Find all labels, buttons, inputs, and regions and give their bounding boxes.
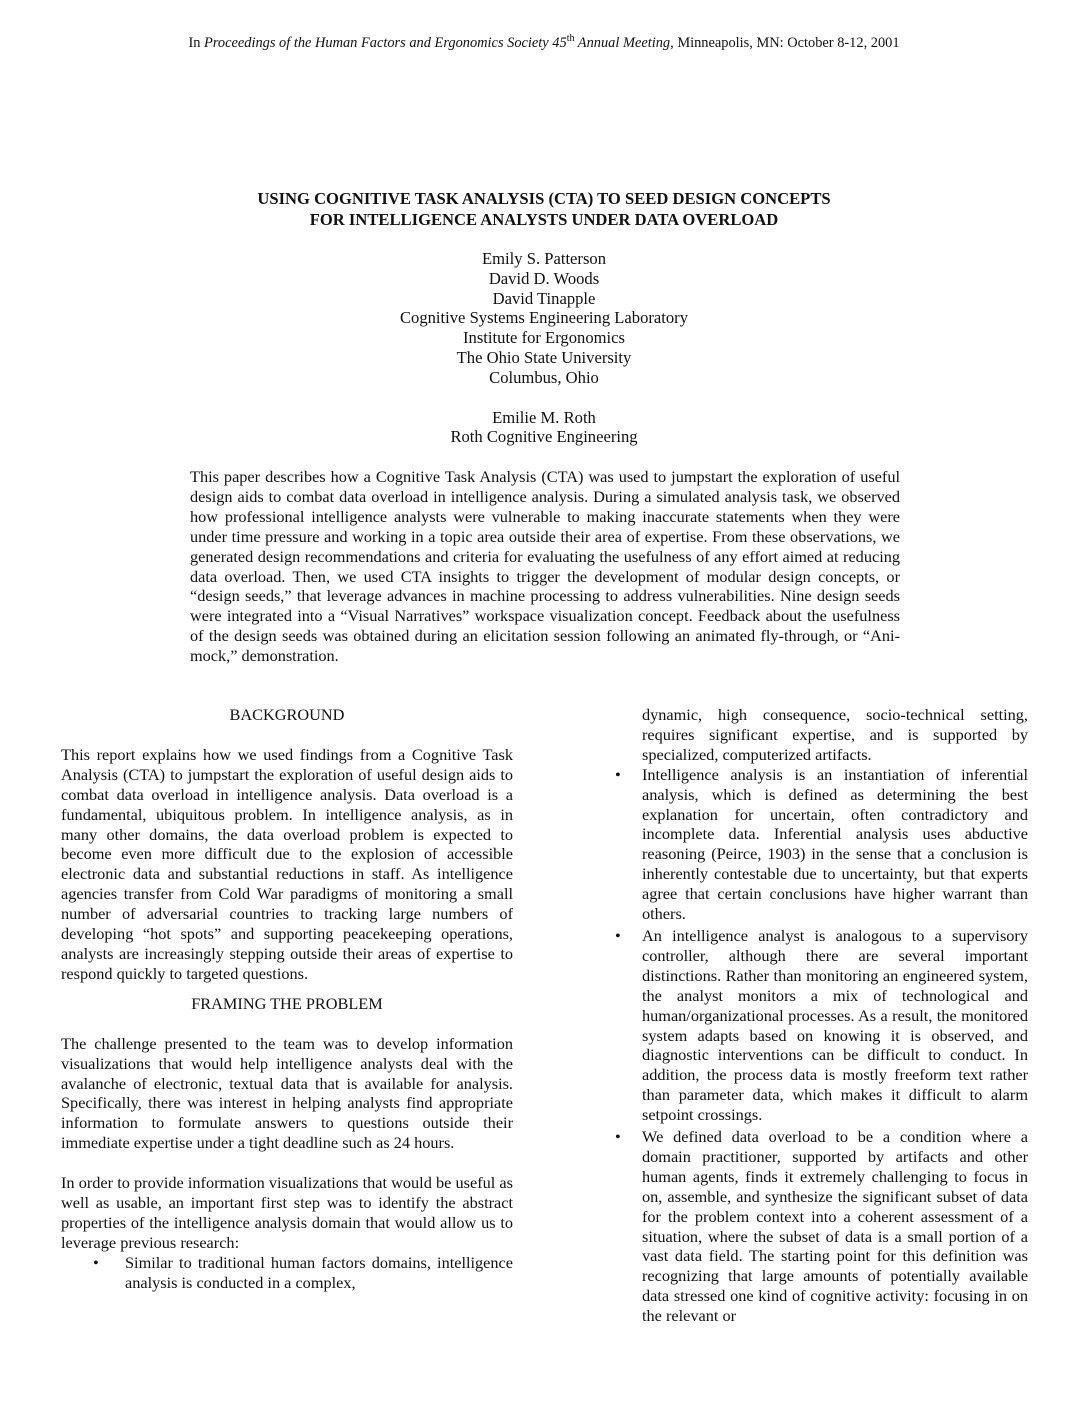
properties-list-continued — [617, 765, 1028, 1326]
bullet-icon: • — [615, 925, 621, 945]
right-column — [617, 705, 1028, 1328]
properties-list — [61, 1253, 513, 1293]
framing-paragraph-1: The challenge presented to the team was to develop information visualizations that would help intelligence analysts deal with the avalanche of electronic, textual data that is available for analysis. Specifically, there was interest in helping analysts find appropriate information to formulate answers to questions outside their immediate expertise under a tight deadline such as 24 hours. — [61, 1033, 513, 1153]
list-item — [617, 1127, 1028, 1326]
list-item-text: An intelligence analyst is analogous to a supervisory controller, although there are several important distinctions. Rather than monitoring an engineered system, the analyst monitors a mix of technological and human/organizational processes. As a result, the monitored system adapts based on knowing it is observed, and diagnostic interventions can be difficult to conduct. In addition, the process data is mostly freeform text rather than parameter data, which makes it difficult to alarm setpoint crossings. — [642, 925, 1028, 1125]
affiliation-line: Institute for Ergonomics — [463, 328, 625, 348]
list-item-text: We defined data overload to be a condition where a domain practitioner, supported by artifacts and other human agents, finds it extremely challenging to focus in on, assemble, and synthesize the significant subset of data for the problem context into a coherent assessment of a situation, where the subset of data is a small portion of a vast data field. The starting point for this definition was recognizing that large amounts of potentially available data stressed one kind of cognitive activity: focusing in on the relevant or — [642, 1127, 1028, 1326]
header-location: , Minneapolis, MN: October 8-12, 2001 — [670, 35, 900, 51]
list-item — [617, 765, 1028, 924]
title-line-1: USING COGNITIVE TASK ANALYSIS (CTA) TO SEED DESIGN CONCEPTS — [257, 189, 831, 208]
abstract: This paper describes how a Cognitive Task Analysis (CTA) was used to jumpstart the exploration of useful design aids to combat data overload in intelligence analysis. During a simulated analysis task, we observed how professional intelligence analysts were vulnerable to making inaccurate statements when they were under time pressure and working in a topic area outside their area of expertise. From these observations, we generated design recommendations and criteria for evaluating the usefulness of any effort aimed at reducing data overload. Then, we used CTA insights to trigger the development of modular design concepts, or “design seeds,” that leverage advances in machine processing to address vulnerabilities. Nine design seeds were integrated into a “Visual Narratives” workspace visualization concept. Feedback about the usefulness of the design seeds was obtained during an elicitation session following an animated fly-through, or “Ani-mock,” demonstration. — [190, 467, 900, 666]
background-paragraph: This report explains how we used findings from a Cognitive Task Analysis (CTA) to jumpstart the exploration of useful design aids to combat data overload in intelligence analysis. Data overload is a fundamental, ubiquitous problem. In intelligence analysis, as in many other domains, the data overload problem is expected to become even more difficult due to the explosion of accessible electronic data and substantial reductions in staff. As intelligence agencies transfer from Cold War paradigms of monitoring a small number of adversarial countries to tracking large numbers of developing “hot spots” and supporting peacekeeping operations, analysts are increasingly stepping outside their areas of expertise to respond quickly to targeted questions. — [61, 744, 513, 983]
header-sup: th — [566, 33, 575, 45]
affiliation-line: The Ohio State University — [456, 347, 632, 367]
author-line: Emily S. Patterson — [482, 249, 606, 268]
header-proceedings: Proceedings of the Human Factors and Ergonomics Society 45 — [204, 35, 567, 51]
author-line: David Tinapple — [492, 288, 596, 308]
bullet-icon: • — [615, 764, 621, 784]
list-item — [61, 1253, 513, 1293]
list-item-text: Intelligence analysis is an instantiation of inferential analysis, which is defined as determining the best explanation for uncertain, often contradictory and incomplete data. Inferential analysis uses abductive reasoning (Peirce, 1903) in the sense that a conclusion is inherently contestable due to uncertainty, but that experts agree that certain conclusions have higher warrant than others. — [642, 764, 1028, 924]
header-meeting: Annual Meeting — [574, 35, 671, 51]
affiliation-line: Columbus, Ohio — [489, 367, 599, 387]
bullet-icon: • — [93, 1252, 99, 1272]
framing-heading: FRAMING THE PROBLEM — [191, 993, 383, 1013]
title-line-2: FOR INTELLIGENCE ANALYSTS UNDER DATA OVERLOAD — [309, 210, 779, 229]
bullet-continuation: dynamic, high consequence, socio-technical setting, requires significant expertise, and is supported by specialized, computerized artifacts. — [642, 705, 1028, 764]
author-line: Emilie M. Roth — [492, 407, 596, 427]
running-header — [0, 33, 1088, 53]
list-item-text: Similar to traditional human factors domains, intelligence analysis is conducted in a complex, — [125, 1252, 513, 1292]
background-heading: BACKGROUND — [229, 705, 345, 724]
affiliation-line: Roth Cognitive Engineering — [450, 427, 638, 447]
list-item — [617, 926, 1028, 1125]
header-prefix: In — [188, 35, 205, 51]
left-column — [61, 705, 513, 1295]
author-line: David D. Woods — [488, 268, 600, 288]
paper-title — [0, 188, 1088, 230]
author-block — [0, 249, 1088, 447]
framing-paragraph-2: In order to provide information visualizations that would be useful as well as usable, an important first step was to identify the abstract properties of the intelligence analysis domain that would allow us to leverage previous research: — [61, 1173, 513, 1252]
bullet-icon: • — [615, 1127, 621, 1147]
affiliation-line: Cognitive Systems Engineering Laboratory — [399, 308, 689, 328]
